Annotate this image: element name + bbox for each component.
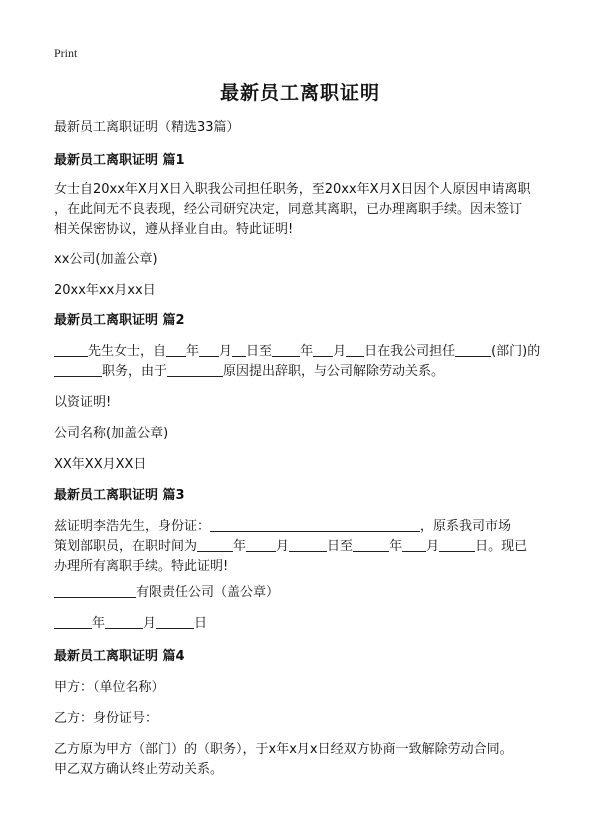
text: 原因提出辞职，与公司解除劳动关系。 bbox=[223, 364, 445, 379]
text: 月 bbox=[219, 344, 233, 359]
blank bbox=[210, 517, 420, 532]
text: 年 bbox=[389, 539, 403, 554]
section-2-company: 公司名称(加盖公章) bbox=[54, 426, 169, 441]
text: 策划部职员，在职时间为 bbox=[54, 539, 198, 554]
blank bbox=[402, 537, 426, 552]
blank bbox=[105, 614, 143, 629]
section-3-line-2 bbox=[54, 537, 554, 557]
text: 兹证明李浩先生，身份证： bbox=[54, 519, 211, 534]
text: 日 bbox=[194, 616, 208, 631]
section-4-heading: 最新员工离职证明 篇4 bbox=[54, 649, 185, 664]
text: ，原系我司市场 bbox=[420, 519, 512, 534]
text: 月 bbox=[426, 539, 440, 554]
text: (部门)的 bbox=[491, 344, 541, 359]
blank bbox=[54, 614, 92, 629]
section-2-heading: 最新员工离职证明 篇2 bbox=[54, 313, 185, 328]
text: 年 bbox=[186, 344, 200, 359]
blank bbox=[272, 342, 300, 357]
blank bbox=[54, 362, 102, 377]
blank bbox=[232, 342, 246, 357]
section-1-line-3: 相关保密协议，遵从择业自由。特此证明! bbox=[54, 222, 294, 237]
text: 职务，由于 bbox=[102, 364, 168, 379]
text: 有限责任公司（盖公章） bbox=[136, 585, 280, 600]
page-title: 最新员工离职证明 bbox=[219, 82, 380, 104]
blank bbox=[455, 342, 491, 357]
section-1-date: 20xx年xx月xx日 bbox=[54, 283, 156, 298]
section-3-company bbox=[54, 583, 554, 603]
blank bbox=[439, 537, 475, 552]
blank bbox=[54, 583, 136, 598]
text: 月 bbox=[143, 616, 157, 631]
section-3-heading: 最新员工离职证明 篇3 bbox=[54, 488, 185, 503]
text: 月 bbox=[276, 539, 290, 554]
text: 年 bbox=[233, 539, 247, 554]
section-2-line-1 bbox=[54, 342, 554, 362]
text: 年 bbox=[92, 616, 106, 631]
text: 日。现已 bbox=[475, 539, 528, 554]
blank bbox=[346, 342, 364, 357]
section-4-party-a: 甲方：（单位名称） bbox=[54, 680, 165, 695]
section-1-line-2: ，在此间无不良表现，经公司研究决定，同意其离职，已办理离职手续。因未签订 bbox=[54, 202, 523, 217]
section-2-date: XX年XX月XX日 bbox=[54, 457, 147, 472]
doc-subtitle: 最新员工离职证明（精选33篇） bbox=[54, 120, 240, 135]
section-2-proof: 以资证明! bbox=[54, 395, 112, 410]
blank bbox=[199, 342, 219, 357]
section-1-line-1: 女士自20xx年X月X日入职我公司担任职务，至20xx年X月X日因个人原因申请离职 bbox=[54, 182, 531, 197]
text: 先生女士，自 bbox=[88, 344, 167, 359]
section-4-body-line-2: 甲乙双方确认终止劳动关系。 bbox=[54, 762, 224, 777]
section-3-date bbox=[54, 614, 554, 634]
section-4-party-b: 乙方：身份证号： bbox=[54, 711, 159, 726]
section-4-body-line-1: 乙方原为甲方（部门）的（职务），于x年x月x日经双方协商一致解除劳动合同。 bbox=[54, 742, 513, 757]
text: 日至 bbox=[327, 539, 354, 554]
text: 月 bbox=[333, 344, 347, 359]
section-3-line-3: 办理所有离职手续。特此证明! bbox=[54, 559, 229, 574]
section-2-line-2 bbox=[54, 362, 554, 382]
text: 日在我公司担任 bbox=[364, 344, 456, 359]
print-link[interactable]: Print bbox=[54, 46, 78, 60]
blank bbox=[353, 537, 389, 552]
blank bbox=[246, 537, 276, 552]
blank bbox=[167, 362, 223, 377]
section-1-heading: 最新员工离职证明 篇1 bbox=[54, 153, 185, 168]
blank bbox=[156, 614, 194, 629]
blank bbox=[313, 342, 333, 357]
blank bbox=[54, 342, 88, 357]
blank bbox=[197, 537, 233, 552]
text: 日至 bbox=[246, 344, 273, 359]
blank bbox=[166, 342, 186, 357]
blank bbox=[289, 537, 327, 552]
section-3-line-1 bbox=[54, 517, 554, 537]
text: 年 bbox=[300, 344, 314, 359]
section-1-company: xx公司(加盖公章) bbox=[54, 252, 158, 267]
